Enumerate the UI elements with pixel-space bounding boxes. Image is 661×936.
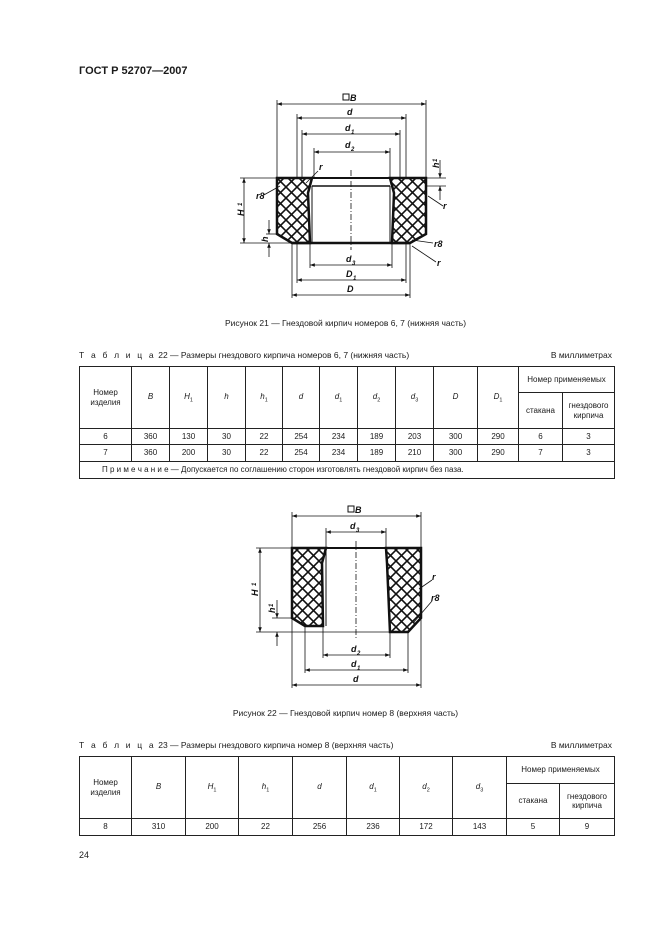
fig22-label-d: d <box>353 674 359 684</box>
fig21-label-d1-sub: 1 <box>351 130 355 136</box>
fig21-label-D1: D <box>346 269 353 279</box>
figure-22-body <box>292 541 421 640</box>
fig21-label-d3: d <box>346 254 352 264</box>
page-number: 24 <box>79 850 90 860</box>
table-23-title-text: 23 — Размеры гнездового кирпича номер 8 (верхняя часть) <box>155 740 394 750</box>
square-symbol-icon <box>343 94 349 100</box>
table-22-title-prefix: Т а б л и ц а <box>79 350 156 360</box>
fig21-label-d3-sub: 3 <box>352 261 356 267</box>
square-symbol-icon <box>348 506 354 512</box>
table-22-title <box>79 350 409 360</box>
fig21-label-r-bottom: r <box>437 258 441 268</box>
table-23-header-col: $d_3$ <box>453 757 507 819</box>
fig21-label-h1: h <box>431 162 441 168</box>
fig21-label-B: B <box>350 93 357 103</box>
table-23-units: В миллиметрах <box>550 740 612 750</box>
fig21-label-r-top: r <box>319 162 323 172</box>
fig21-label-h1-sub: 1 <box>433 158 439 162</box>
fig22-label-r: r <box>432 572 436 582</box>
fig22-label-H1-sub: 1 <box>252 582 258 586</box>
table-22-header-col: $H_1$ <box>170 367 208 429</box>
fig21-label-r-right: r <box>443 201 447 211</box>
fig22-label-d3: d <box>350 521 356 531</box>
fig21-label-d2: d <box>345 140 351 150</box>
table-22-title-text: 22 — Размеры гнездового кирпича номеров 6, 7 (нижняя часть) <box>155 350 410 360</box>
fig21-label-d1: d <box>345 123 351 133</box>
fig22-label-d1: d <box>351 659 357 669</box>
table-23-title <box>79 740 393 750</box>
figure-21-caption: Рисунок 21 — Гнездовой кирпич номеров 6, 7 (нижняя часть) <box>224 318 467 328</box>
fig22-label-d2-sub: 2 <box>357 651 361 657</box>
fig22-label-h1: h <box>267 607 277 613</box>
fig22-label-B: B <box>355 505 362 515</box>
table-23-header-col: $d_1$ <box>347 757 400 819</box>
fig21-label-d: d <box>347 107 353 117</box>
fig22-label-r8: r8 <box>431 593 440 603</box>
fig22-label-h1-sub: 1 <box>269 603 275 607</box>
table-22-header-col: $d_2$ <box>358 367 396 429</box>
table-22-note: П р и м е ч а н и е — Допускается по соглашению сторон изготовлять гнездовой кирпич без паза. <box>80 462 615 479</box>
table-22-header-col: d <box>283 367 320 429</box>
table-22-header-col: $D_1$ <box>478 367 519 429</box>
figure-22-caption: Рисунок 22 — Гнездовой кирпич номер 8 (верхняя часть) <box>232 708 459 718</box>
fig21-label-r8-left: r8 <box>256 191 265 201</box>
table-22-header-item: Номер изделия <box>80 367 132 429</box>
fig21-label-H1: H <box>236 209 246 216</box>
fig21-label-H1-sub: 1 <box>238 202 244 206</box>
table-22-header-brick: гнездового кирпича <box>563 393 615 429</box>
fig22-label-d2: d <box>351 644 357 654</box>
table-22-header-col: h <box>208 367 246 429</box>
table-23-header-col: d <box>293 757 347 819</box>
table-22-header-col: $d_3$ <box>396 367 434 429</box>
fig22-label-d1-sub: 1 <box>357 666 361 672</box>
table-22-header-applied: Номер применяемых <box>519 367 615 393</box>
table-22-header-col: $h_1$ <box>246 367 283 429</box>
fig21-label-d2-sub: 2 <box>351 147 355 153</box>
table-row: 8 310 200 22 256 236 172 143 5 9 <box>80 819 615 836</box>
table-23-header-glass: стакана <box>507 784 560 819</box>
figure-21-body <box>277 170 426 250</box>
table-23-header-col: $d_2$ <box>400 757 453 819</box>
table-23-header-col: $H_1$ <box>186 757 239 819</box>
fig21-label-h: h <box>260 236 270 242</box>
fig22-label-H1: H <box>250 589 260 596</box>
fig21-label-D1-sub: 1 <box>353 276 357 282</box>
table-23 <box>79 756 615 836</box>
table-22-header-glass: стакана <box>519 393 563 429</box>
table-22-header-col: B <box>132 367 170 429</box>
fig21-label-D: D <box>347 284 354 294</box>
table-row: 7 360 200 30 22 254 234 189 210 300 290 7 3 <box>80 445 615 462</box>
table-22-units: В миллиметрах <box>550 350 612 360</box>
table-23-header-applied: Номер применяемых <box>507 757 615 784</box>
table-23-header-item: Номер изделия <box>80 757 132 819</box>
table-row: 6 360 130 30 22 254 234 189 203 300 290 6 3 <box>80 429 615 445</box>
table-22-header-col: $d_1$ <box>320 367 358 429</box>
document-header: ГОСТ Р 52707—2007 <box>79 65 188 77</box>
table-23-header-col: $h_1$ <box>239 757 293 819</box>
table-23-title-prefix: Т а б л и ц а <box>79 740 156 750</box>
fig22-label-d3-sub: 3 <box>356 528 360 534</box>
table-22-header-col: D <box>434 367 478 429</box>
table-23-header-brick: гнездового кирпича <box>560 784 615 819</box>
table-22 <box>79 366 615 479</box>
table-23-header-col: B <box>132 757 186 819</box>
fig21-label-r8-bottom: r8 <box>434 239 443 249</box>
